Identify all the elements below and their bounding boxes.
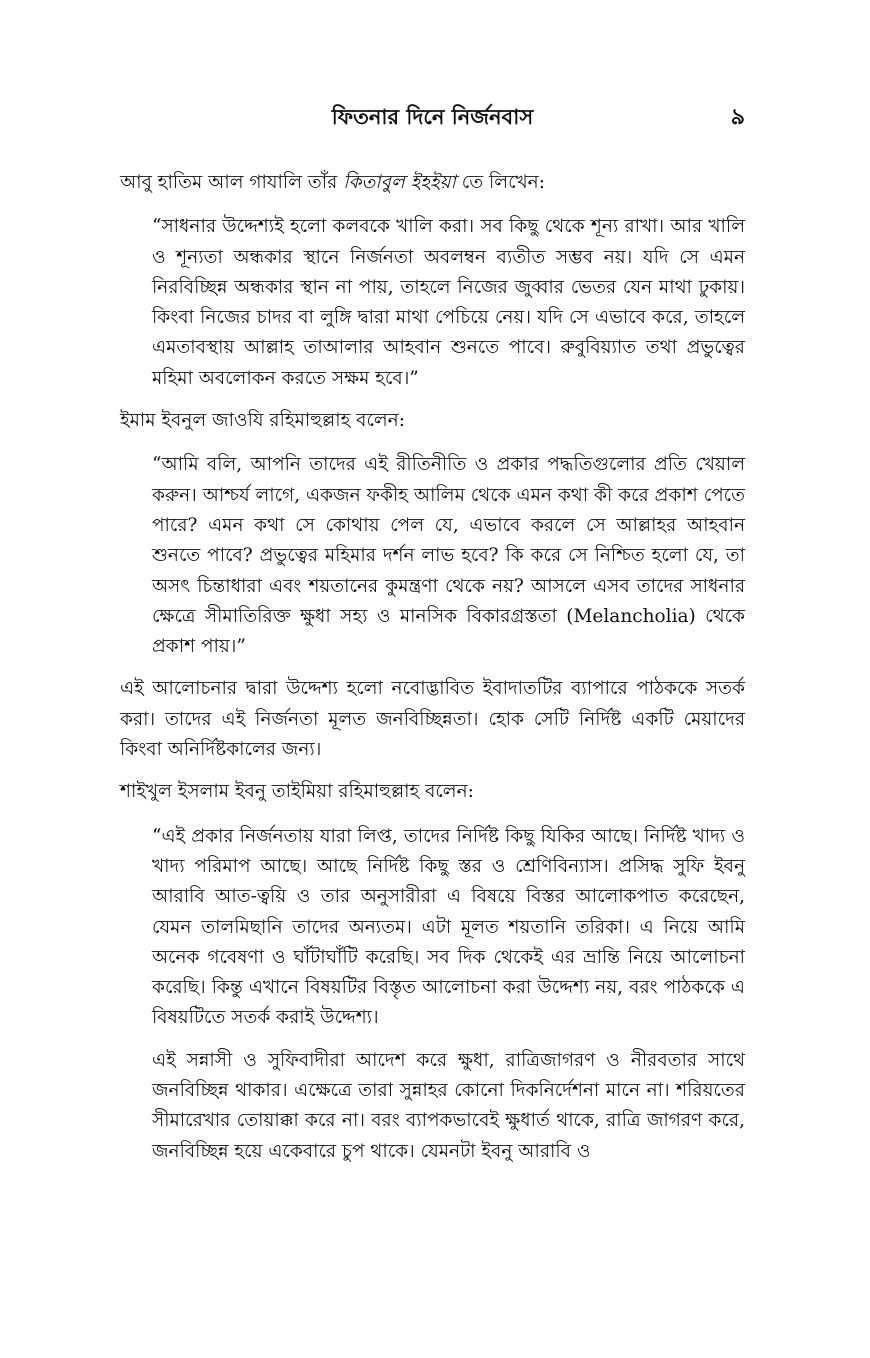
intro-ghazali [120, 168, 745, 198]
intro-ibnul-jawzi: ইমাম ইবনুল জাওযি রহিমাহুল্লাহ বলেন: [120, 410, 405, 432]
author-paragraph: এই আলোচনার দ্বারা উদ্দেশ্য হলো নবোদ্ভাবিত ইবাদাতটির ব্যাপারে পাঠককে সতর্ক করা। তাদের এই নির্জনতা মূলত জনবিচ্ছিন্নতা। হোক সেটি নির্দিষ্ট একটি মেয়াদের কিংবা অনির্দিষ্টকালের জন্য। [120, 678, 745, 761]
quote-ibn-taymiyyah: “এই প্রকার নির্জনতায় যারা লিপ্ত, তাদের নির্দিষ্ট কিছু যিকির আছে। নির্দিষ্ট খাদ্য ও খাদ্য পরিমাপ আছে। আছে নির্দিষ্ট কিছু স্তর ও শ্রেণিবিন্যাস। প্রসিদ্ধ সুফি ইবনু আরাবি আত-ত্বয়ি ও তার অনুসারীরা এ বিষয়ে বিস্তর আলোকপাত করেছেন, যেমন তালমিছানি তাদের অন্যতম। এটা মূলত শয়তানি তরিকা। এ নিয়ে আমি অনেক গবেষণা ও ঘাঁটাঘাঁটি করেছি। সব দিক থেকেই এর ভ্রান্তি নিয়ে আলোচনা করেছি। কিন্তু এখানে বিষয়টির বিস্তৃত আলোচনা করা উদ্দেশ্য নয়, বরং পাঠককে এ বিষয়টিতে সতর্ক করাই উদ্দেশ্য। [152, 825, 745, 1029]
intro-ghazali-post: তে লিখেন: [455, 172, 545, 193]
book-title: কিতাবুল ইহইয়া [343, 172, 456, 193]
quote-ibn-taymiyyah-continued: এই সন্নাসী ও সুফিবাদীরা আদেশ করে ক্ষুধা, রাত্রিজাগরণ ও নীরবতার সাথে জনবিচ্ছিন্ন থাকার। এক্ষেত্রে তারা সুন্নাহর কোনো দিকনির্দেশনা মানে না। শরিয়তের সীমারেখার তোয়াক্কা করে না। বরং ব্যাপকভাবেই ক্ষুধার্ত থাকে, রাত্রি জাগরণ করে, জনবিচ্ছিন্ন হয়ে একেবারে চুপ থাকে। যেমনটা ইবনু আরাবি ও [152, 1049, 745, 1162]
intro-ibn-taymiyyah: শাইখুল ইসলাম ইবনু তাইমিয়া রহিমাহুল্লাহ বলেন: [120, 781, 474, 803]
quote-ghazali: “সাধনার উদ্দেশ্যই হলো কলবকে খালি করা। সব কিছু থেকে শূন্য রাখা। আর খালি ও শূন্যতা অন্ধকার স্থানে নির্জনতা অবলম্বন ব্যতীত সম্ভব নয়। যদি সে এমন নিরবিচ্ছিন্ন অন্ধকার স্থান না পায়, তাহলে নিজের জুব্বার ভেতর যেন মাথা ঢুকায়। কিংবা নিজের চাদর বা লুঙ্গি দ্বারা মাথা পেচিয়ে নেয়। যদি সে এভাবে করে, তাহলে এমতাবস্থায় আল্লাহ তাআলার আহবান শুনতে পাবে। রুবুবিয়্যাত তথা প্রভুত্বের মহিমা অবলোকন করতে সক্ষম হবে।” [152, 216, 745, 389]
chapter-title: ফিতনার দিনে নির্জনবাস [331, 104, 534, 129]
quote-ibnul-jawzi: “আমি বলি, আপনি তাদের এই রীতিনীতি ও প্রকার পদ্ধতিগুলোর প্রতি খেয়াল করুন। আশ্চর্য লাগে, একজন ফকীহ আলিম থেকে এমন কথা কী করে প্রকাশ পেতে পারে? এমন কথা সে কোথায় পেল যে, এভাবে করলে সে আল্লাহর আহবান শুনতে পাবে? প্রভুত্বের মহিমার দর্শন লাভ হবে? কি করে সে নিশ্চিত হলো যে, তা অসৎ চিন্তাধারা এবং শয়তানের কুমন্ত্রণা থেকে নয়? আসলে এসব তাদের সাধনার ক্ষেত্রে সীমাতিরিক্ত ক্ষুধা সহ্য ও মানসিক বিকারগ্রস্ততা (Melancholia) থেকে প্রকাশ পায়।” [152, 454, 745, 658]
intro-ghazali-pre: আবু হাতিম আল গাযালি তাঁর [120, 172, 344, 193]
running-header [120, 100, 745, 134]
page-body [120, 168, 745, 1179]
page-number: ৯ [730, 104, 745, 130]
